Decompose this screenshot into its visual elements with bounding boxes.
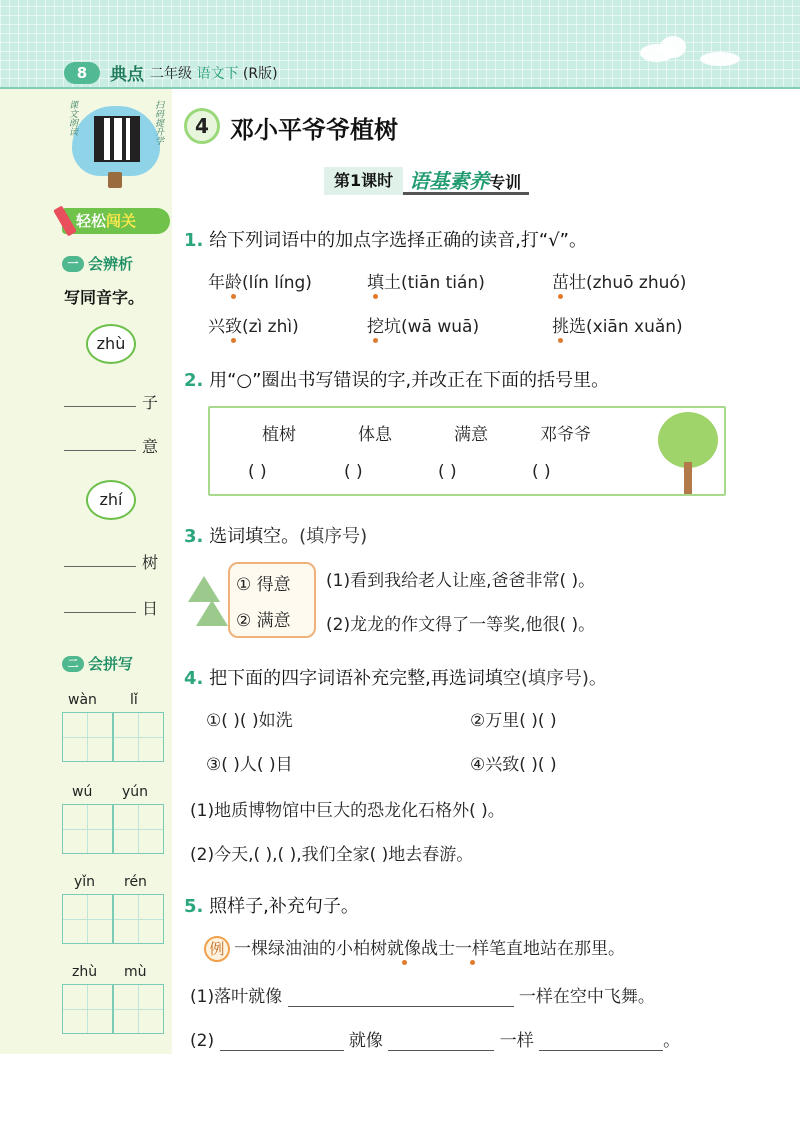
- lesson-title: 邓小平爷爷植树: [230, 116, 398, 144]
- tree-illustration: [654, 410, 724, 494]
- period-topic: [403, 167, 529, 195]
- answer-underline[interactable]: [220, 1031, 344, 1051]
- pinyin-label: mù: [124, 964, 147, 980]
- fill-sentence[interactable]: (2)今天,( ),( ),我们全家( )地去春游。: [190, 845, 474, 865]
- example-part: 一棵绿油油的小柏树: [234, 939, 387, 959]
- homophone-char: 日: [142, 599, 159, 618]
- answer-underline[interactable]: [539, 1031, 663, 1051]
- answer-blank[interactable]: ( ): [248, 462, 267, 482]
- homophone-char: 意: [142, 437, 159, 456]
- answer-underline[interactable]: [288, 987, 514, 1007]
- reading-item[interactable]: [552, 268, 686, 293]
- pinyin-options: (lín líng): [242, 273, 312, 293]
- sentence-2: [190, 1026, 680, 1051]
- cloud-decoration: [700, 52, 740, 66]
- sidebar-instruction: 写同音字。: [64, 288, 145, 307]
- word-part: 兴: [208, 317, 225, 337]
- idiom-item[interactable]: ②万里( )( ): [470, 711, 557, 731]
- pinyin-label: wàn: [68, 692, 97, 708]
- period-topic-highlight: 语基素养: [409, 169, 490, 193]
- example-part: 笔直地站在那里。: [489, 939, 625, 959]
- section-label-spell: [62, 652, 133, 676]
- question-number: 4.: [184, 668, 204, 689]
- snow-tree-icon: [196, 600, 228, 626]
- pinyin-options: (zhuō zhuó): [586, 273, 687, 293]
- dotted-char: 挑: [552, 312, 569, 337]
- pinyin-options: (wā wuā): [401, 317, 480, 337]
- fill-sentence[interactable]: (2)龙龙的作文得了一等奖,他很( )。: [326, 615, 596, 635]
- period-topic-suffix: 专训: [489, 173, 522, 192]
- question-5: [184, 892, 359, 918]
- word-item[interactable]: 植树: [262, 425, 296, 445]
- fill-sentence[interactable]: (1)看到我给老人让座,爸爸非常( )。: [326, 571, 596, 591]
- answer-blank[interactable]: ( ): [532, 462, 551, 482]
- word-item[interactable]: 邓爷爷: [540, 425, 591, 445]
- grid-cell[interactable]: [62, 984, 113, 1034]
- question-2: [184, 366, 609, 392]
- cloud-decoration: [660, 36, 686, 58]
- lesson-number-badge: 4: [184, 108, 220, 144]
- grid-cell[interactable]: [113, 894, 164, 944]
- grid-cell[interactable]: [62, 712, 113, 762]
- pinyin-label: lǐ: [130, 692, 138, 708]
- question-number: 1.: [184, 230, 204, 251]
- sentence-text: (1)落叶就像: [190, 987, 283, 1007]
- question-hint: (填序号)。: [520, 668, 607, 689]
- page-number: 8: [64, 62, 100, 84]
- qr-caption-right: 扫码提升学: [153, 100, 163, 145]
- grid-cell[interactable]: [113, 804, 164, 854]
- pinyin-label: rén: [124, 874, 147, 890]
- pinyin-cloud: zhí: [86, 480, 136, 520]
- question-4: [184, 664, 607, 690]
- dotted-char: 茁: [552, 268, 569, 293]
- grid-cell[interactable]: [113, 712, 164, 762]
- idiom-item[interactable]: ③( )人( )目: [206, 755, 293, 775]
- pinyin-options: (zì zhì): [242, 317, 299, 337]
- book-grade: 二年级: [150, 66, 192, 82]
- grid-cell[interactable]: [62, 804, 113, 854]
- qr-code-icon[interactable]: [94, 116, 140, 162]
- answer-line[interactable]: [64, 450, 136, 451]
- answer-blank[interactable]: ( ): [344, 462, 363, 482]
- word-item[interactable]: 体息: [358, 425, 392, 445]
- answer-line[interactable]: [64, 612, 136, 613]
- answer-blank[interactable]: ( ): [438, 462, 457, 482]
- reading-item[interactable]: [552, 312, 683, 337]
- word-part: 选: [569, 317, 586, 337]
- brand-logo: 典点: [110, 65, 144, 85]
- word-part: 年: [208, 273, 225, 293]
- pinyin-options: (xiān xuǎn): [586, 317, 683, 337]
- reading-item[interactable]: [367, 312, 479, 337]
- question-number: 3.: [184, 526, 204, 547]
- pinyin-label: zhù: [72, 964, 98, 980]
- pinyin-cloud: zhù: [86, 324, 136, 364]
- snow-tree-icon: [188, 576, 220, 602]
- writing-grid[interactable]: [62, 712, 164, 762]
- dotted-char: 龄: [225, 268, 242, 293]
- question-text: 把下面的四字词语补充完整,再选词填空: [209, 668, 521, 689]
- word-item[interactable]: 满意: [454, 425, 488, 445]
- grid-cell[interactable]: [62, 894, 113, 944]
- book-subject: 语文下: [196, 66, 239, 82]
- answer-line[interactable]: [64, 566, 136, 567]
- writing-grid[interactable]: [62, 894, 164, 944]
- qr-tree-trunk: [108, 172, 122, 188]
- example-sentence: [204, 934, 625, 962]
- sentence-1: [190, 982, 655, 1007]
- section-label-discern: [62, 252, 133, 276]
- section-label-text: 会拼写: [88, 655, 134, 673]
- example-part-dotted: 一样: [455, 934, 489, 959]
- banner-text-2: 闯关: [106, 212, 137, 230]
- question-3: [184, 522, 367, 548]
- reading-item[interactable]: [208, 312, 299, 337]
- fill-sentence[interactable]: (1)地质博物馆中巨大的恐龙化石格外( )。: [190, 801, 505, 821]
- qr-caption-left: 课文朗读: [67, 100, 77, 136]
- question-text: 照样子,补充句子。: [209, 896, 359, 917]
- sentence-text: 一样在空中飞舞。: [518, 987, 655, 1007]
- sentence-text: 就像: [348, 1031, 383, 1051]
- choice-item: ① 得意: [236, 575, 291, 595]
- question-text: 选词填空。: [209, 526, 300, 547]
- pinyin-label: yǐn: [74, 874, 96, 890]
- question-text: 给下列词语中的加点字选择正确的读音,打“√”。: [209, 230, 587, 251]
- book-title: [150, 63, 278, 83]
- pinyin-label: wú: [72, 784, 93, 800]
- example-badge: 例: [204, 936, 230, 962]
- homophone-char: 子: [142, 393, 159, 412]
- writing-grid[interactable]: [62, 804, 164, 854]
- word-part: 土: [384, 273, 401, 293]
- pinyin-label: yún: [122, 784, 149, 800]
- word-part: 坑: [384, 317, 401, 337]
- qr-code-area[interactable]: [64, 100, 168, 188]
- dotted-char: 填: [367, 268, 384, 293]
- reading-item[interactable]: [367, 268, 485, 293]
- section-label-text: 会辨析: [88, 255, 134, 273]
- period-bar: [324, 166, 529, 196]
- section-two-icon: 二: [62, 656, 84, 672]
- period-label: 第1课时: [324, 167, 403, 195]
- dotted-char: 致: [225, 312, 242, 337]
- writing-grid[interactable]: [62, 984, 164, 1034]
- question-number: 5.: [184, 896, 204, 917]
- sentence-text: 一样: [499, 1031, 534, 1051]
- banner-text-1: 轻松: [76, 212, 107, 230]
- question-hint: (填序号): [299, 526, 368, 547]
- idiom-item[interactable]: ④兴致( )( ): [470, 755, 557, 775]
- challenge-banner: [62, 208, 170, 234]
- choice-item: ② 满意: [236, 611, 291, 631]
- section-one-icon: 一: [62, 256, 84, 272]
- pinyin-options: (tiān tián): [401, 273, 485, 293]
- book-edition: (R版): [242, 66, 278, 82]
- answer-line[interactable]: [64, 406, 136, 407]
- example-part-dotted: 就像: [387, 934, 421, 959]
- idiom-item[interactable]: ①( )( )如洗: [206, 711, 293, 731]
- sentence-text: (2): [190, 1031, 215, 1051]
- answer-underline[interactable]: [388, 1031, 494, 1051]
- reading-item[interactable]: [208, 268, 312, 293]
- question-text: 用“○”圈出书写错误的字,并改正在下面的括号里。: [209, 370, 610, 391]
- homophone-char: 树: [142, 553, 159, 572]
- grid-cell[interactable]: [113, 984, 164, 1034]
- example-part: 战士: [421, 939, 455, 959]
- question-number: 2.: [184, 370, 204, 391]
- question-1: [184, 226, 587, 252]
- word-part: 壮: [569, 273, 586, 293]
- sentence-text: 。: [663, 1031, 681, 1051]
- dotted-char: 挖: [367, 312, 384, 337]
